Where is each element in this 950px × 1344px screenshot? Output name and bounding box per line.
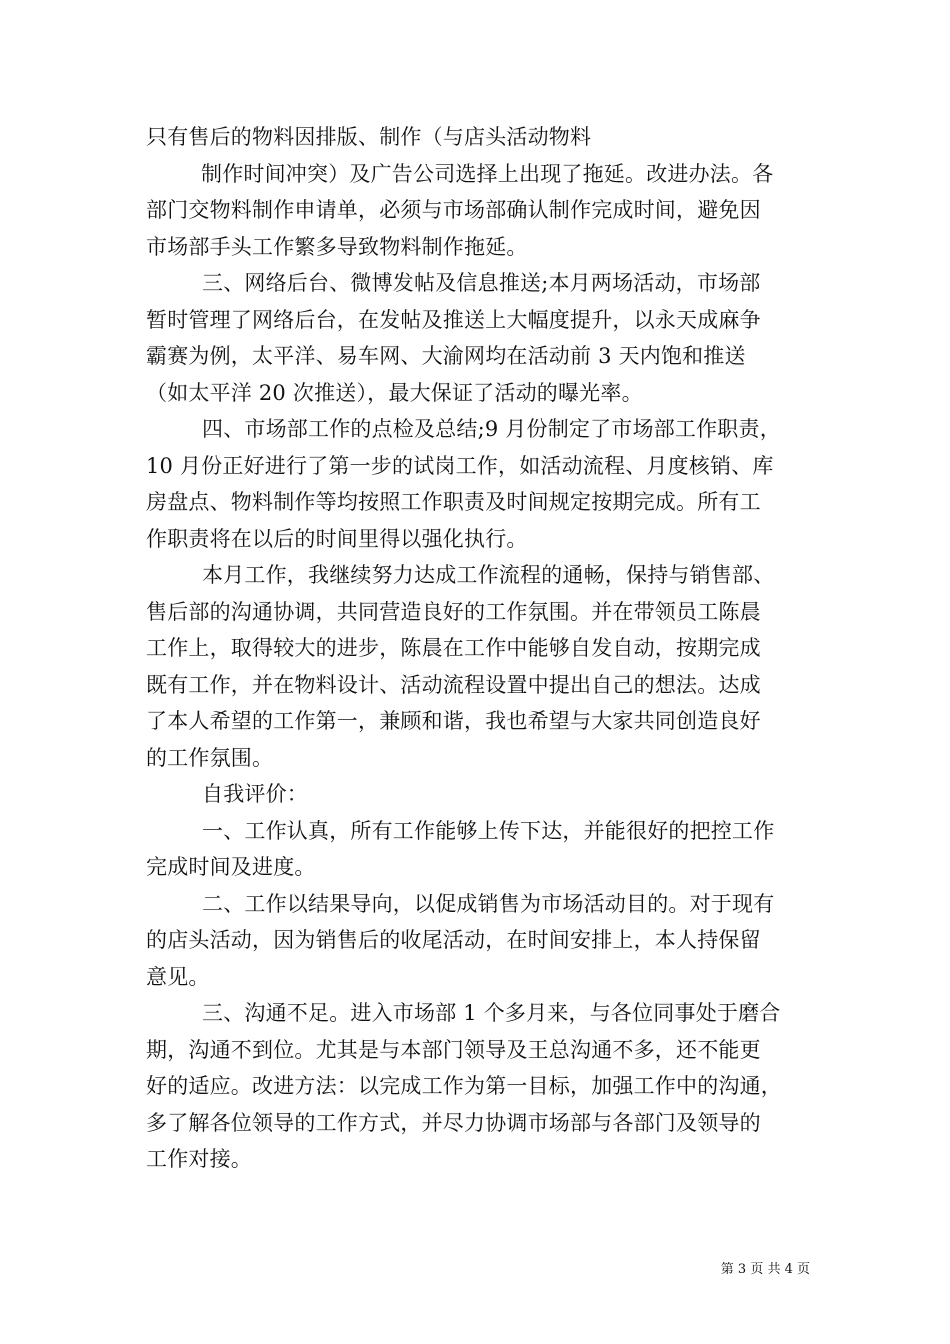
- text-line: 霸赛为例，太平洋、易车网、大渝网均在活动前 3 天内饱和推送: [146, 344, 746, 368]
- text-line: 作职责将在以后的时间里得以强化执行。: [146, 527, 528, 551]
- text-line: 工作对接。: [146, 1147, 252, 1171]
- text-line: 工作上，取得较大的进步，陈晨在工作中能够自发自动，按期完成: [146, 636, 761, 660]
- text-line: 一、工作认真，所有工作能够上传下达，并能很好的把控工作: [202, 819, 775, 843]
- text-line: 本月工作，我继续努力达成工作流程的通畅，保持与销售部、: [202, 563, 775, 587]
- text-line: 三、网络后台、微博发帖及信息推送;本月两场活动，市场部: [202, 271, 761, 295]
- text-line: 制作时间冲突）及广告公司选择上出现了拖延。改进办法。各: [201, 162, 774, 186]
- text-line: 只有售后的物料因排版、制作（与店头活动物料: [146, 125, 592, 149]
- text-line: 完成时间及进度。: [146, 855, 316, 879]
- text-line: 10 月份正好进行了第一步的试岗工作，如活动流程、月度核销、库: [146, 454, 774, 478]
- text-line: 了本人希望的工作第一，兼顾和谐，我也希望与大家共同创造良好: [146, 709, 761, 733]
- text-line: （如太平洋 20 次推送），最大保证了活动的曝光率。: [146, 381, 643, 405]
- text-line: 售后部的沟通协调，共同营造良好的工作氛围。并在带领员工陈晨: [146, 600, 761, 624]
- page-number: 第 3 页 共 4 页: [720, 1262, 810, 1277]
- text-line: 的工作氛围。: [146, 746, 274, 770]
- text-line: 多了解各位领导的工作方式，并尽力协调市场部与各部门及领导的: [146, 1111, 761, 1135]
- text-line: 部门交物料制作申请单，必须与市场部确认制作完成时间，避免因: [146, 198, 761, 222]
- text-line: 暂时管理了网络后台，在发帖及推送上大幅度提升，以永天成麻争: [146, 308, 761, 332]
- text-line: 好的适应。改进方法：以完成工作为第一目标，加强工作中的沟通，: [146, 1074, 782, 1098]
- text-line: 期，沟通不到位。尤其是与本部门领导及王总沟通不多，还不能更: [146, 1038, 761, 1062]
- text-line: 四、市场部工作的点检及总结;9 月份制定了市场部工作职责，: [202, 417, 781, 441]
- text-line: 三、沟通不足。进入市场部 1 个多月来，与各位同事处于磨合: [202, 1001, 781, 1025]
- text-line: 既有工作，并在物料设计、活动流程设置中提出自己的想法。达成: [146, 673, 761, 697]
- text-line: 房盘点、物料制作等均按照工作职责及时间规定按期完成。所有工: [146, 490, 761, 514]
- text-line: 意见。: [146, 965, 210, 989]
- text-line: 自我评价：: [202, 782, 308, 806]
- text-line: 的店头活动，因为销售后的收尾活动，在时间安排上，本人持保留: [146, 928, 761, 952]
- text-line: 市场部手头工作繁多导致物料制作拖延。: [146, 235, 528, 259]
- text-line: 二、工作以结果导向，以促成销售为市场活动目的。对于现有: [202, 892, 775, 916]
